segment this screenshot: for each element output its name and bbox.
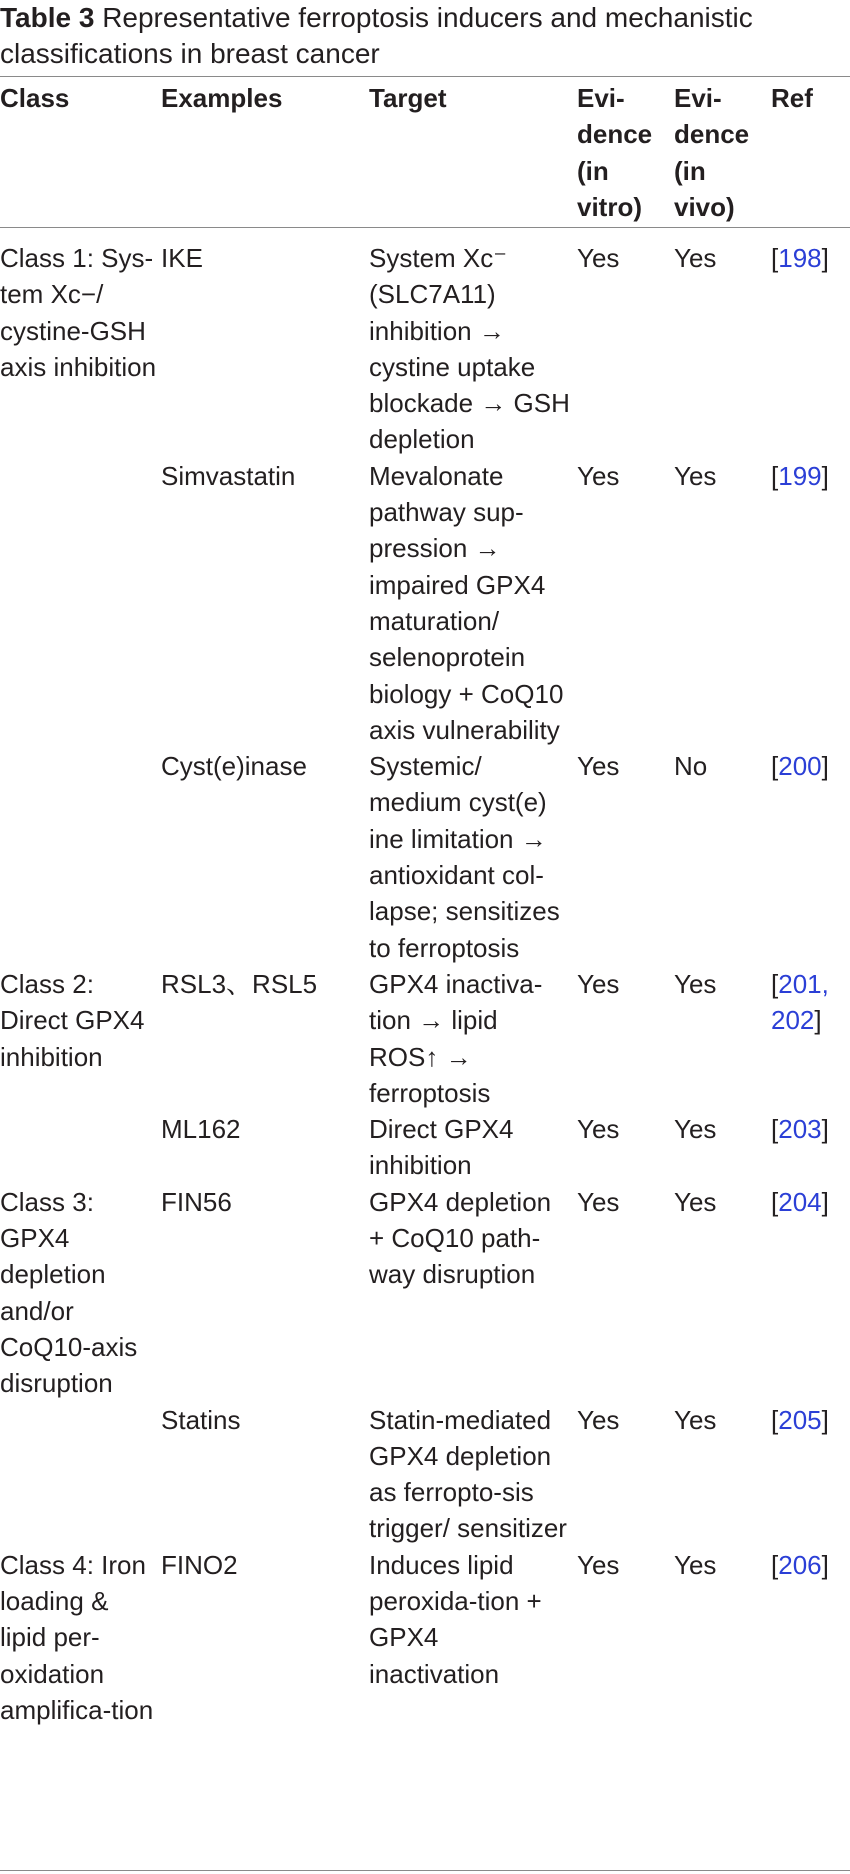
cell-in-vivo: Yes (674, 968, 717, 999)
table-row (0, 966, 850, 1111)
cell-in-vitro: Yes (577, 1549, 620, 1580)
cell-in-vivo: Yes (674, 1186, 717, 1217)
table-row (0, 458, 850, 748)
cell-target: Systemic/ medium cyst(e) ine limitation → antioxidant col-lapse; sensitizes to ferroptosis (369, 751, 560, 963)
ref-link[interactable]: 201, 202 (771, 968, 829, 1036)
header-class: Class (0, 83, 70, 113)
cell-in-vitro: Yes (577, 1186, 620, 1217)
ferroptosis-inducers-table (0, 80, 850, 1728)
cell-class: Class 1: Sys-tem Xc−/ cystine-GSH axis inhibition (0, 243, 157, 382)
table-caption-label: Table 3 (0, 2, 95, 33)
cell-examples: RSL3、RSL5 (161, 968, 318, 999)
cell-examples: Simvastatin (161, 460, 296, 491)
ref-bracket-close: ] (821, 460, 829, 491)
cell-target: System Xc⁻ (SLC7A11) inhibition → cystine uptake blockade → GSH depletion (369, 243, 570, 455)
table-caption (0, 0, 850, 72)
ref-link[interactable]: 203 (778, 1114, 822, 1145)
header-ref: Ref (771, 83, 813, 113)
table-row (0, 1402, 850, 1547)
ref-bracket-open: [ (771, 1114, 779, 1145)
ref-bracket-close: ] (821, 243, 829, 273)
cell-ref (771, 966, 850, 1111)
cell-ref (771, 458, 850, 748)
header-evidence-in-vitro: Evi-dence (in vitro) (577, 83, 653, 222)
table-row (0, 748, 850, 966)
table-row (0, 228, 850, 458)
cell-target: GPX4 inactiva-tion → lipid ROS↑ → ferroptosis (369, 968, 543, 1108)
ref-bracket-open: [ (771, 1186, 779, 1217)
cell-examples: Cyst(e)inase (161, 751, 307, 782)
ref-bracket-close: ] (821, 1404, 829, 1435)
table-caption-text: Representative ferroptosis inducers and mechanistic classifications in breast cancer (0, 2, 753, 69)
ref-link[interactable]: 199 (778, 460, 822, 491)
cell-examples: FINO2 (161, 1549, 238, 1580)
ref-link[interactable]: 205 (778, 1404, 822, 1435)
cell-target: Mevalonate pathway sup-pression → impaired GPX4 maturation/ selenoprotein biology + CoQ10 axis vulnerability (369, 460, 564, 745)
cell-in-vivo: No (674, 751, 708, 782)
cell-in-vitro: Yes (577, 460, 620, 491)
cell-in-vitro: Yes (577, 1404, 620, 1435)
cell-target: Statin-mediated GPX4 depletion as ferropto-sis trigger/ sensitizer (369, 1404, 567, 1544)
table-row (0, 1184, 850, 1402)
cell-target: GPX4 depletion + CoQ10 path-way disruption (369, 1186, 552, 1290)
ref-link[interactable]: 198 (778, 243, 822, 273)
ref-bracket-close: ] (814, 1005, 822, 1036)
table-header-row (0, 80, 850, 228)
ref-bracket-close: ] (821, 1549, 829, 1580)
ref-bracket-close: ] (821, 1186, 829, 1217)
cell-in-vitro: Yes (577, 1114, 620, 1145)
ref-bracket-open: [ (771, 751, 779, 782)
cell-in-vivo: Yes (674, 460, 717, 491)
cell-ref (771, 1402, 850, 1547)
cell-ref (771, 748, 850, 966)
cell-examples: ML162 (161, 1114, 241, 1145)
ref-bracket-open: [ (771, 243, 779, 273)
ref-bracket-open: [ (771, 1549, 779, 1580)
cell-ref (771, 228, 850, 458)
cell-in-vitro: Yes (577, 243, 620, 273)
cell-in-vitro: Yes (577, 751, 620, 782)
header-examples: Examples (161, 83, 283, 113)
ref-link[interactable]: 204 (778, 1186, 822, 1217)
ref-bracket-open: [ (771, 968, 779, 999)
cell-class: Class 4: Iron loading & lipid per-oxidation amplifica-tion (0, 1549, 154, 1725)
header-evidence-in-vivo: Evi-dence (in vivo) (674, 83, 750, 222)
table-bottom-rule (0, 1870, 850, 1871)
cell-class (0, 748, 161, 966)
cell-class (0, 1402, 161, 1547)
cell-ref (771, 1184, 850, 1402)
cell-class: Class 2: Direct GPX4 inhibition (0, 968, 145, 1072)
cell-in-vitro: Yes (577, 968, 620, 999)
table-top-rule (0, 76, 850, 77)
cell-in-vivo: Yes (674, 1114, 717, 1145)
ref-link[interactable]: 206 (778, 1549, 822, 1580)
ref-bracket-open: [ (771, 1404, 779, 1435)
cell-ref (771, 1547, 850, 1728)
cell-class (0, 1111, 161, 1184)
cell-class (0, 458, 161, 748)
header-target: Target (369, 83, 447, 113)
ref-link[interactable]: 200 (778, 751, 822, 782)
ref-bracket-close: ] (821, 751, 829, 782)
cell-target: Induces lipid peroxida-tion + GPX4 inactivation (369, 1549, 542, 1689)
cell-ref (771, 1111, 850, 1184)
cell-class: Class 3: GPX4 depletion and/or CoQ10-axis disruption (0, 1186, 138, 1399)
table-row (0, 1111, 850, 1184)
cell-examples: Statins (161, 1404, 241, 1435)
cell-in-vivo: Yes (674, 1404, 717, 1435)
ref-bracket-open: [ (771, 460, 779, 491)
table-row (0, 1547, 850, 1728)
cell-in-vivo: Yes (674, 1549, 717, 1580)
cell-examples: IKE (161, 243, 203, 273)
ref-bracket-close: ] (821, 1114, 829, 1145)
cell-examples: FIN56 (161, 1186, 232, 1217)
cell-target: Direct GPX4 inhibition (369, 1114, 514, 1181)
cell-in-vivo: Yes (674, 243, 717, 273)
